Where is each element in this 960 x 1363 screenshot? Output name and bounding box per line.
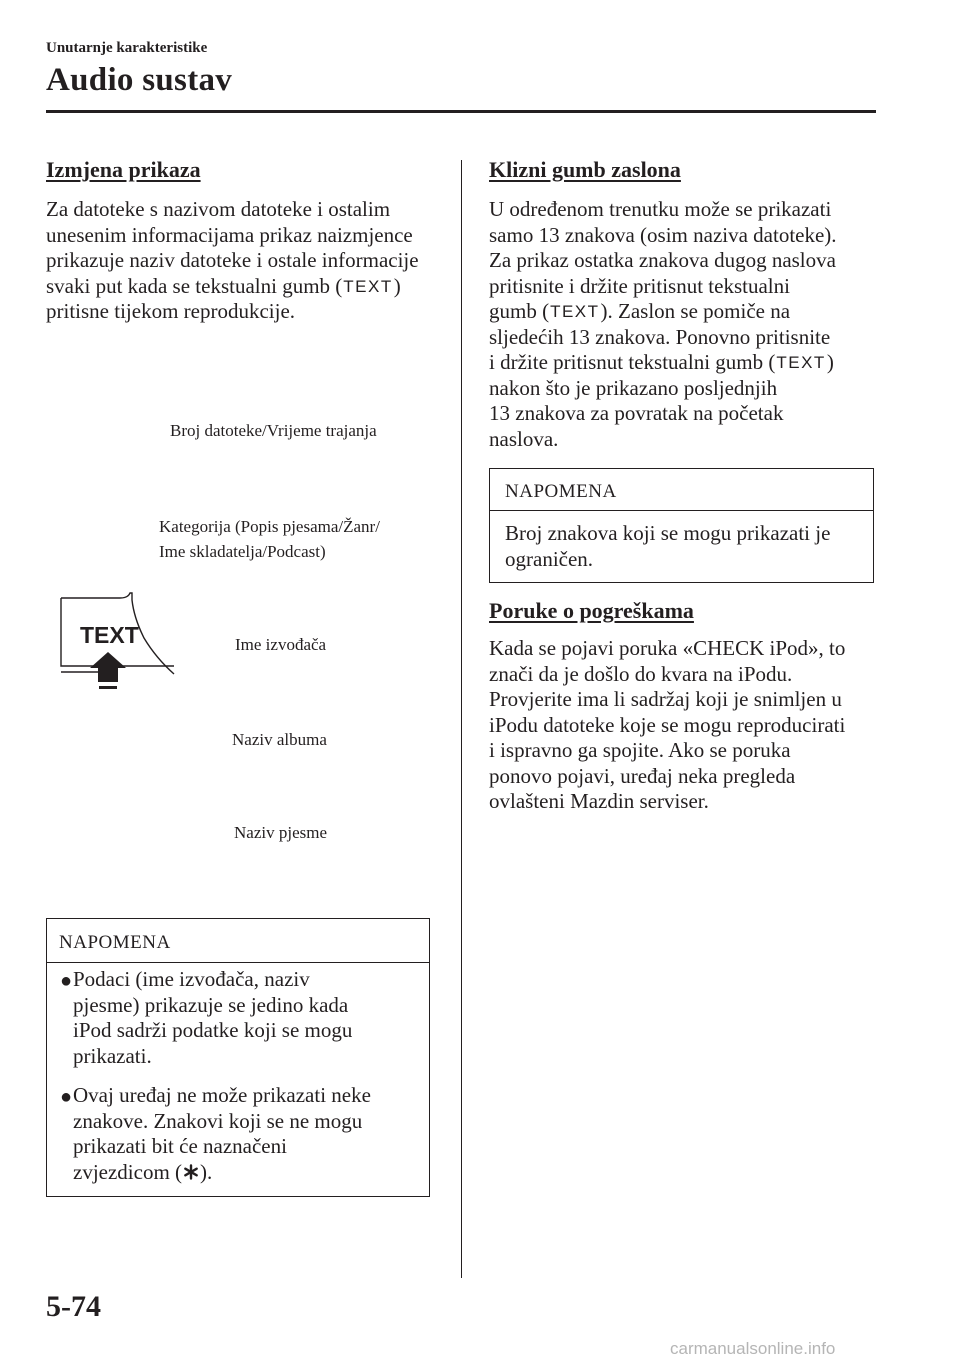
- text-button-icon: TEXT: [343, 276, 393, 296]
- diagram-label-song: Naziv pjesme: [234, 823, 327, 842]
- column-divider: [461, 160, 462, 1278]
- note-bullet-text-2: Ovaj uređaj ne može prikazati neke znakove. Znakovi koji se ne mogu prikazati bit će naznačeni zvjezdicom ( ).: [73, 1083, 371, 1184]
- heading-scroll-button: Klizni gumb zaslona: [489, 157, 681, 182]
- note-text: Broj znakova koji se mogu prikazati je ograničen.: [505, 521, 831, 571]
- error-messages-paragraph: Kada se pojavi poruka «CHECK iPod», to znači da je došlo do kvara na iPodu. Provjerite ima li sadržaj koji je snimljen u iPodu datoteke koje se mogu reproducirati i ispravno ga spojite. Ako se poruka ponovo pojavi, uređaj neka pregleda ovlašteni Mazdin serviser.: [489, 636, 846, 813]
- press-arrow-base: [99, 686, 117, 689]
- scroll-button-paragraph: U određenom trenutku može se prikazati samo 13 znakova (osim naziva datoteke). Za prikaz ostatka znakova dugog naslova pritisnite i držite pritisnut tekstualni gumb (TEXT). Zaslon se pomiče na sljedećih 13 znakova. Ponovno pritisnite i držite pritisnut tekstualni gumb (TEXT) nakon što je prikazano posljednjih 13 znakova za povratak na početak naslova.: [489, 197, 837, 451]
- diagram-label-album: Naziv albuma: [232, 730, 327, 749]
- display-change-paragraph: Za datoteke s nazivom datoteke i ostalim unesenim informacijama prikaz naizmjence prikazuje naziv datoteke i ostale informacije svaki put kada se tekstualni gumb (TEXT) pritisne tijekom reprodukcije.: [46, 197, 419, 323]
- section-label: Unutarnje karakteristike: [46, 40, 208, 56]
- note-box-right: [489, 468, 874, 583]
- text-button-icon: TEXT: [550, 302, 600, 321]
- note-title: NAPOMENA: [59, 932, 171, 953]
- diagram-text-label: TEXT: [80, 622, 139, 648]
- header-rule: [46, 110, 876, 113]
- note-bullet-2: ●: [60, 1086, 73, 1108]
- text-button-diagram: [56, 588, 180, 704]
- note-title: NAPOMENA: [505, 481, 617, 502]
- diagram-label-file-number: Broj datoteke/Vrijeme trajanja: [170, 421, 377, 440]
- watermark: carmanualsonline.info: [670, 1339, 836, 1358]
- note-separator: [47, 962, 429, 963]
- page-number: 5-74: [46, 1290, 101, 1323]
- heading-display-change: Izmjena prikaza: [46, 157, 201, 182]
- text-button-icon: TEXT: [776, 353, 826, 372]
- diagram-label-artist: Ime izvođača: [235, 635, 327, 654]
- note-bullet-text-1: Podaci (ime izvođača, naziv pjesme) prikazuje se jedino kada iPod sadrži podatke koji se mogu prikazati.: [73, 967, 353, 1068]
- note-bullet-1: ●: [60, 970, 73, 992]
- asterisk-icon: [183, 1164, 199, 1180]
- press-arrow-icon: [90, 652, 126, 682]
- heading-error-messages: Poruke o pogreškama: [489, 598, 694, 623]
- note-separator: [490, 510, 873, 511]
- diagram-label-category-1: Kategorija (Popis pjesama/Žanr/: [159, 517, 380, 536]
- page-title: Audio sustav: [46, 62, 233, 98]
- diagram-label-category-2: Ime skladatelja/Podcast): [159, 542, 326, 561]
